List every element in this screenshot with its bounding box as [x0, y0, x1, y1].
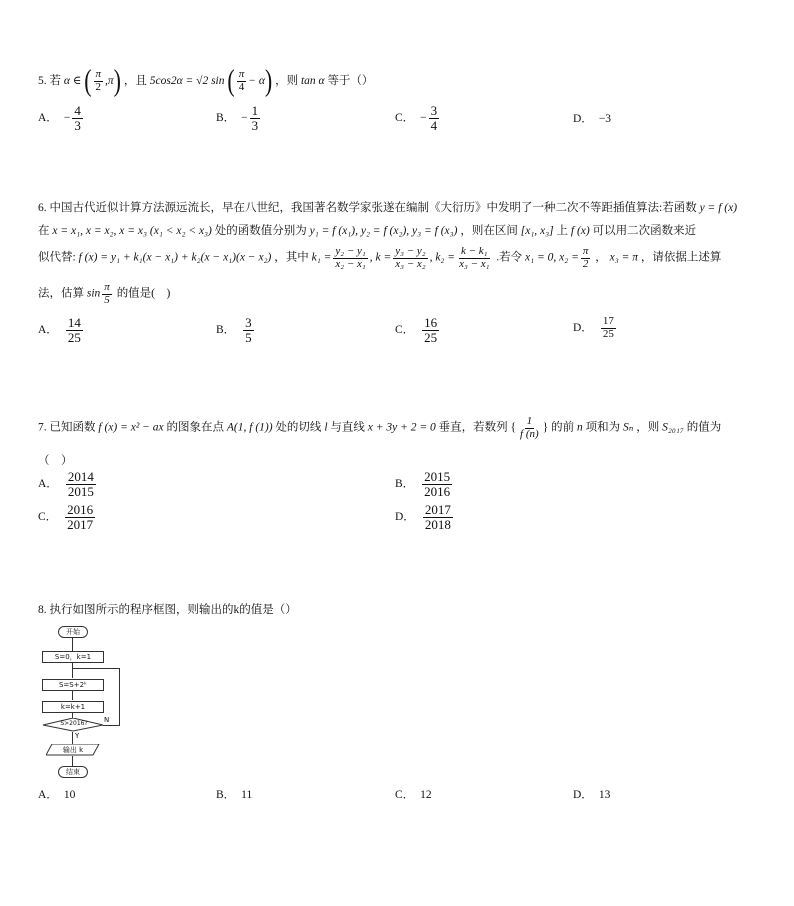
q5-option-a[interactable]: A． − $\frac{4}{3}$ [38, 103, 81, 133]
q8-option-d[interactable]: D． 13 [573, 789, 611, 801]
flowchart-start: 开始 [58, 626, 88, 638]
q7-option-a[interactable]: A． $\frac{2014}{2015}$ [38, 469, 94, 499]
q5-text-d: 等于（） [327, 74, 374, 87]
q5-option-c[interactable]: C． − $\frac{3}{4}$ [395, 103, 438, 133]
q6-line-2: 在 x = x₁, x = x₂, x = x₃ (x₁ < x₂ < x₃) 处的函数值分别为 y₁ = f (x₁), y₂ = f (x₂), y₃ = f (x₃) ，则在区间 [x₁, x₃] 上 f (x) 可以用二次函数来近 [38, 225, 697, 237]
question-5: 5. 若 α ∈ ( $\frac{\pi}{2}$ ,π) ，且 5cos2α = √2 sin ( $\frac{\pi}{4}$ − α) ，则 tan α 等于（） [38, 62, 374, 98]
q5-expr-left: 5cos2α = √2 sin [149, 74, 225, 87]
q5-interval-frac: $\frac{\pi}{2}$ [95, 68, 102, 93]
q5-sin-frac: $\frac{\pi}{4}$ [238, 68, 245, 93]
q6-option-b[interactable]: B． $\frac{3}{5}$ [216, 315, 252, 345]
flowchart [38, 624, 128, 784]
flowchart-init: S=0，k=1 [42, 651, 104, 663]
q5-tan: tan α [300, 74, 325, 87]
q5-text-c: ，则 [275, 74, 299, 87]
q6-option-d[interactable]: D． $\frac{17}{25}$ [573, 315, 614, 340]
flowchart-condition-label: S>2016? [60, 720, 88, 727]
q7-line-1: 7. 已知函数 f (x) = x² − ax 的图象在点 A(1, f (1)) 处的切线 l 与直线 x + 3y + 2 = 0 垂直，若数列 { $\frac{1}{f (n)}$ } 的前 n 项和为 Sₙ ，则 S₂₀₁₇ 的值为 [38, 415, 722, 440]
q5-text-a: 若 [49, 74, 61, 87]
q5-number: 5. [38, 74, 47, 87]
flowchart-no-label: N [104, 716, 110, 724]
q7-option-d[interactable]: D． $\frac{2017}{2018}$ [395, 502, 451, 532]
flowchart-yes-label: Y [75, 732, 80, 740]
q5-option-d[interactable]: D． −3 [573, 113, 612, 125]
q5-text-b: ，且 [123, 74, 147, 87]
flowchart-output-label: 输出 k [62, 746, 84, 754]
q8-option-b[interactable]: B． 11 [216, 789, 253, 801]
flowchart-step1: S=S+2ᵏ [42, 679, 104, 691]
q7-option-c[interactable]: C． $\frac{2016}{2017}$ [38, 502, 94, 532]
flowchart-step2: k=k+1 [42, 701, 104, 713]
q6-option-c[interactable]: C． $\frac{16}{25}$ [395, 315, 438, 345]
q8-option-c[interactable]: C． 12 [395, 789, 432, 801]
flowchart-end: 结束 [58, 766, 88, 778]
q6-line-4: 法，估算 sin $\frac{\pi}{5}$ 的值是( ) [38, 281, 171, 306]
q5-alpha-in: α ∈ [63, 74, 82, 87]
q5-option-b[interactable]: B． − $\frac{1}{3}$ [216, 103, 259, 133]
q8-option-a[interactable]: A． 10 [38, 789, 76, 801]
q6-line-3: 似代替: f (x) = y₁ + k₁(x − x₁) + k₂(x − x₁)(x − x₂) ，其中 k₁ = $\frac{\text{y₂ − y₁}}{\text{x₂ − x₁}}$ , k = $\frac{\text{y₃ − y₂}}{\text{x₃ − x₂}}$ , k₂ = $\frac{\text{k − k₁}}{\text{x₃ − x₁}}$ .若令 x₁ = 0, x₂ = $\frac{\pi}{2}$ ， x₃ = π ，请依据上述算 [38, 245, 722, 270]
q6-option-a[interactable]: A． $\frac{14}{25}$ [38, 315, 81, 345]
q7-blank: （ ） [38, 455, 73, 467]
q8-text: 8. 执行如图所示的程序框图，则输出的k的值是（） [38, 604, 297, 616]
q7-option-b[interactable]: B． $\frac{2015}{2016}$ [395, 469, 451, 499]
q6-line-1: 6. 中国古代近似计算方法源远流长，早在八世纪，我国著名数学家张遂在编制《大衍历》中发明了一种二次不等距插值算法:若函数 y = f (x) [38, 202, 738, 214]
